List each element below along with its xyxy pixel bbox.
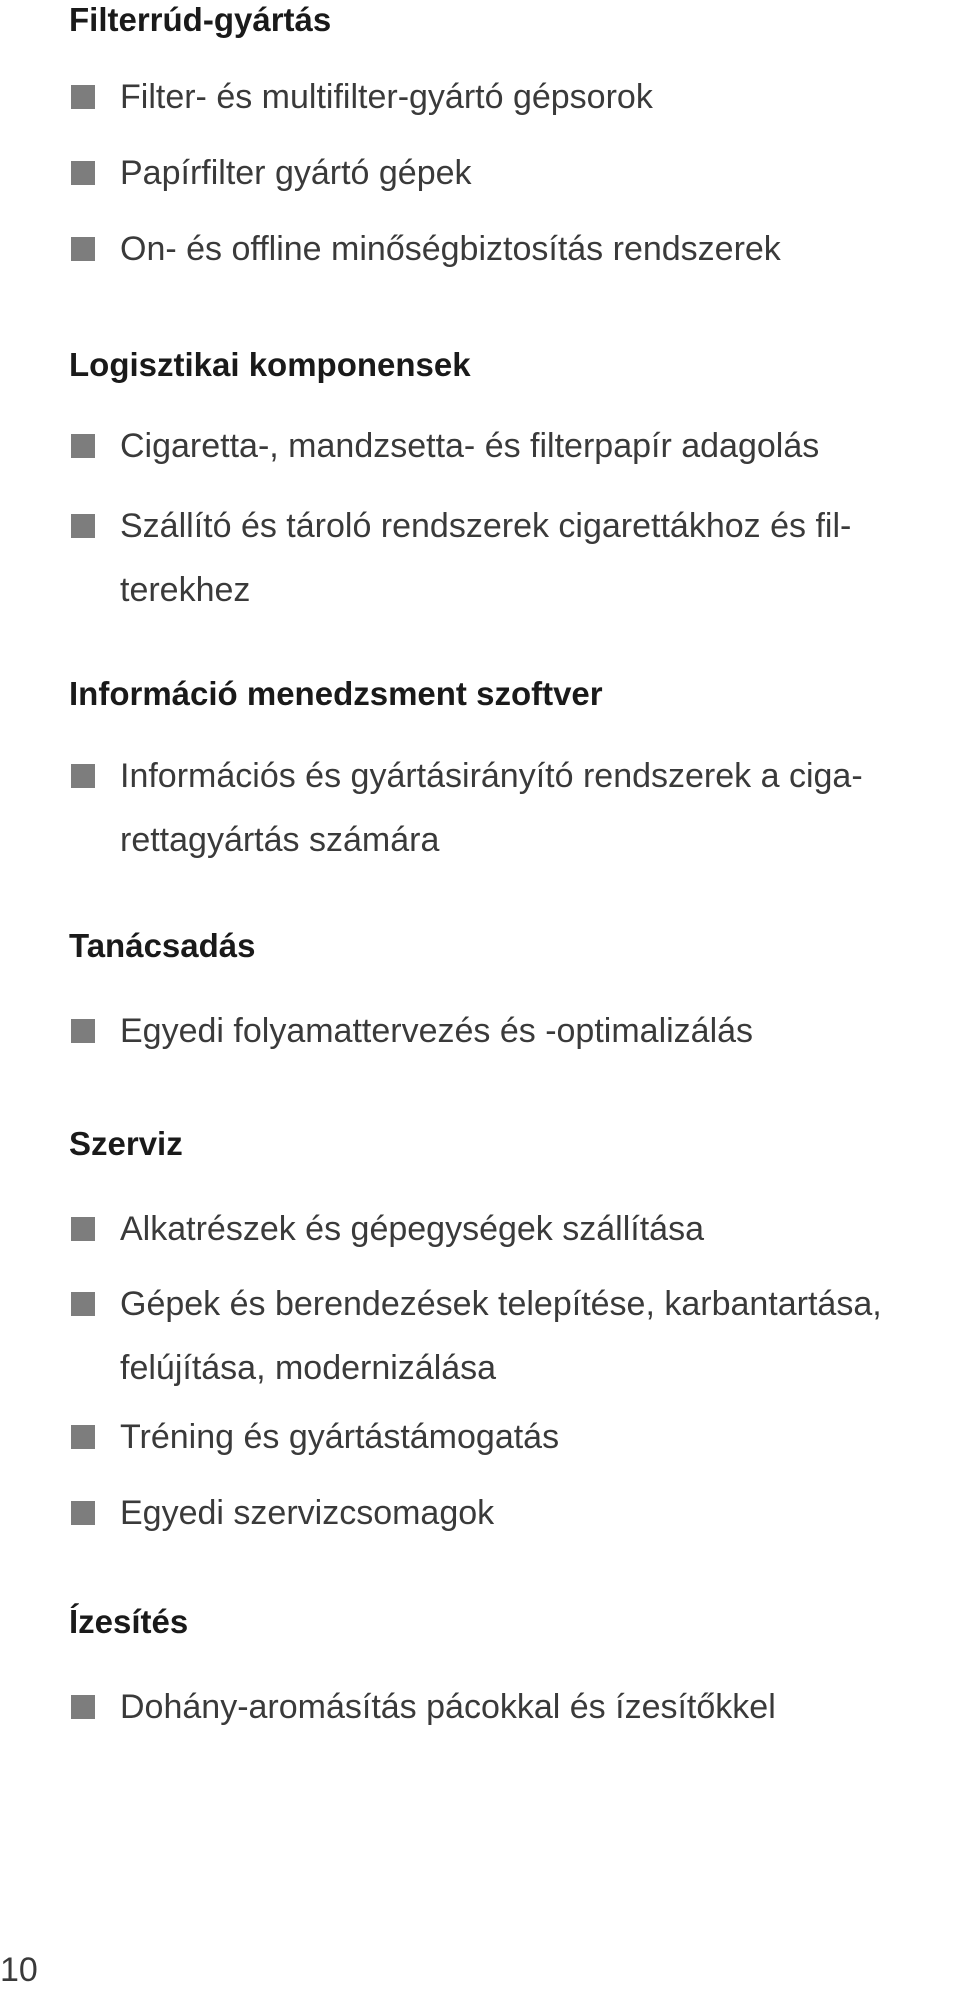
list-item-text: Tréning és gyártástámogatás: [120, 1418, 560, 1456]
page-number: 10: [0, 1951, 38, 1989]
list-item-text: Filter- és multifilter-gyártó gépsorok: [120, 78, 653, 116]
list-item-text: Cigaretta-, mandzsetta- és filterpapír adagolás: [120, 427, 820, 465]
square-bullet-icon: [71, 514, 95, 538]
square-bullet-icon: [71, 1019, 95, 1043]
list-item-text: On- és offline minőségbiztosítás rendszerek: [120, 230, 781, 268]
section-heading-filterrud: Filterrúd-gyártás: [69, 1, 332, 38]
list-item-text-line: felújítása, modernizálása: [120, 1349, 497, 1387]
list-item-text-line: Szállító és tároló rendszerek cigarettákhoz és fil-: [120, 507, 852, 545]
section-heading-szerviz: Szerviz: [69, 1125, 183, 1162]
square-bullet-icon: [71, 1425, 95, 1449]
square-bullet-icon: [71, 764, 95, 788]
list-item-text-line: terekhez: [120, 571, 251, 609]
section-heading-tanacsadas: Tanácsadás: [69, 927, 256, 964]
list-item-text: Dohány-aromásítás pácokkal és ízesítőkkel: [120, 1688, 776, 1726]
list-item-text-line: Gépek és berendezések telepítése, karbantartása,: [120, 1285, 882, 1323]
square-bullet-icon: [71, 161, 95, 185]
square-bullet-icon: [71, 1501, 95, 1525]
square-bullet-icon: [71, 1292, 95, 1316]
square-bullet-icon: [71, 434, 95, 458]
list-item-text-line: rettagyártás számára: [120, 821, 440, 859]
list-item-text: Egyedi szervizcsomagok: [120, 1494, 495, 1532]
square-bullet-icon: [71, 237, 95, 261]
section-heading-izesites: Ízesítés: [69, 1603, 189, 1640]
section-heading-logisztika: Logisztikai komponensek: [69, 346, 471, 383]
square-bullet-icon: [71, 1695, 95, 1719]
section-heading-informacio: Információ menedzsment szoftver: [69, 675, 603, 712]
square-bullet-icon: [71, 85, 95, 109]
list-item-text-line: Információs és gyártásirányító rendszerek a ciga-: [120, 757, 863, 795]
list-item-text: Papírfilter gyártó gépek: [120, 154, 472, 192]
list-item-text: Alkatrészek és gépegységek szállítása: [120, 1210, 704, 1248]
list-item-text: Egyedi folyamattervezés és -optimalizálás: [120, 1012, 754, 1050]
square-bullet-icon: [71, 1217, 95, 1241]
